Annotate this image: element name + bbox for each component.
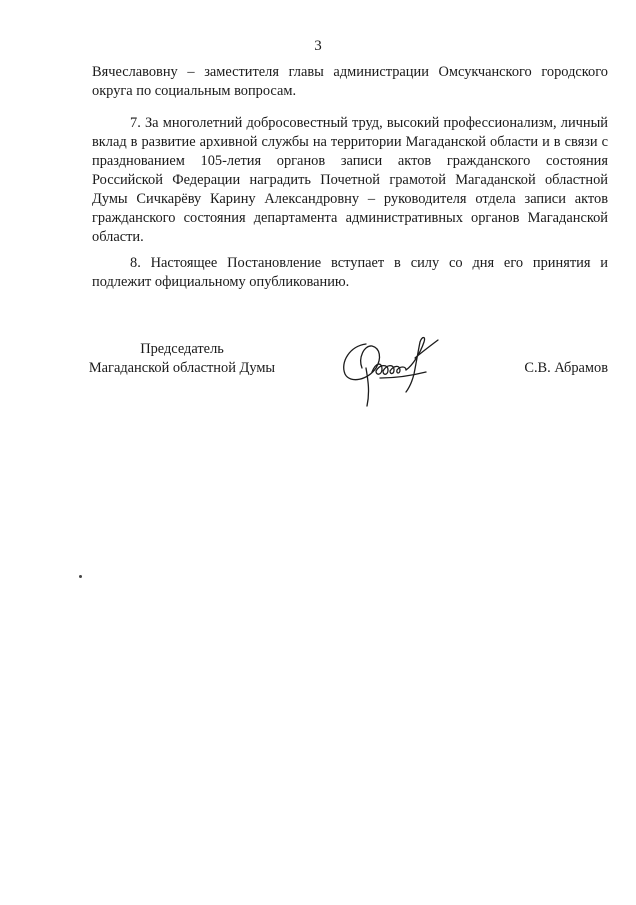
signature-icon: [336, 328, 446, 410]
paragraph-item-8: 8. Настоящее Постановление вступает в силу со дня его принятия и подлежит официальному опубликованию.: [92, 255, 608, 290]
page-number: 3: [314, 38, 322, 54]
scan-speck: [79, 575, 82, 578]
paragraph-continuation: Вячеславовну – заместителя главы администрации Омсукчанского городского округа по социальным вопросам.: [92, 64, 608, 99]
signer-name: С.В. Абрамов: [524, 360, 608, 376]
paragraph-item-7: 7. За многолетний добросовестный труд, высокий профессионализм, личный вклад в развитие архивной службы на территории Магаданской области и в связи с празднованием 105-летия органов записи актов гражданского состояния Российской Федерации наградить Почетной грамотой Магаданской областной Думы Сичкарёву Карину Александровну – руководителя отдела записи актов гражданского состояния департамента административных органов Магаданской области.: [92, 115, 608, 245]
signer-title-line-2: Магаданской областной Думы: [88, 360, 276, 376]
signer-title-line-1: Председатель: [140, 341, 224, 357]
signer-title: [82, 340, 282, 378]
